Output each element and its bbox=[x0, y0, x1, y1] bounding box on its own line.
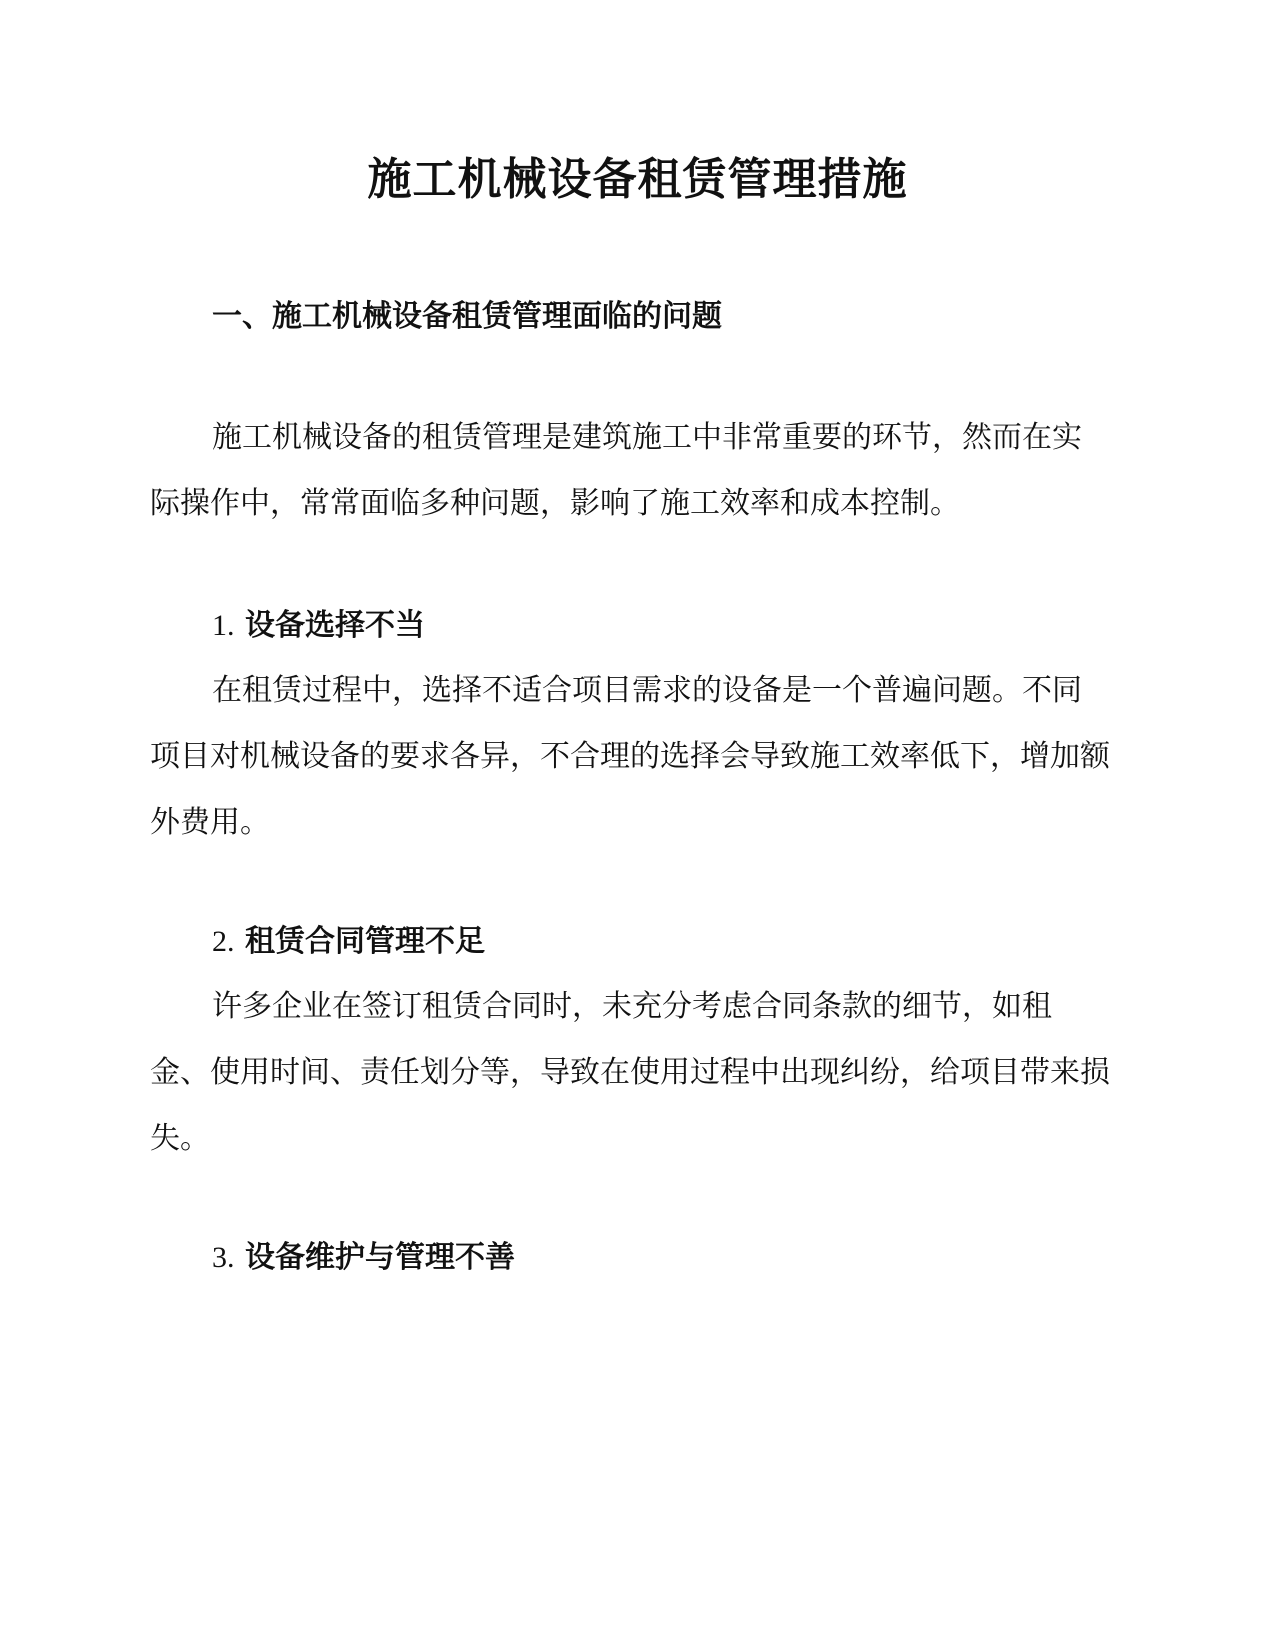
item-2-title: 租赁合同管理不足 bbox=[244, 924, 485, 959]
item-1-number: 1. bbox=[212, 609, 235, 642]
item-3-title: 设备维护与管理不善 bbox=[244, 1240, 515, 1275]
item-3-heading bbox=[212, 1236, 515, 1280]
item-2-heading bbox=[212, 920, 485, 964]
item-3-number: 3. bbox=[212, 1241, 235, 1274]
item-2-body: 许多企业在签订租赁合同时，未充分考虑合同条款的细节，如租金、使用时间、责任划分等，导致在使用过程中出现纠纷，给项目带来损失。 bbox=[150, 989, 1110, 1156]
item-1-body: 在租赁过程中，选择不适合项目需求的设备是一个普遍问题。不同项目对机械设备的要求各异，不合理的选择会导致施工效率低下，增加额外费用。 bbox=[150, 673, 1110, 840]
item-1-title: 设备选择不当 bbox=[244, 608, 425, 643]
document-title: 施工机械设备租赁管理措施 bbox=[367, 154, 908, 205]
item-2-number: 2. bbox=[212, 925, 235, 958]
intro-paragraph: 施工机械设备的租赁管理是建筑施工中非常重要的环节，然而在实际操作中，常常面临多种问题，影响了施工效率和成本控制。 bbox=[150, 420, 1082, 521]
section-heading: 一、施工机械设备租赁管理面临的问题 bbox=[212, 299, 722, 334]
item-1-heading bbox=[212, 604, 425, 648]
